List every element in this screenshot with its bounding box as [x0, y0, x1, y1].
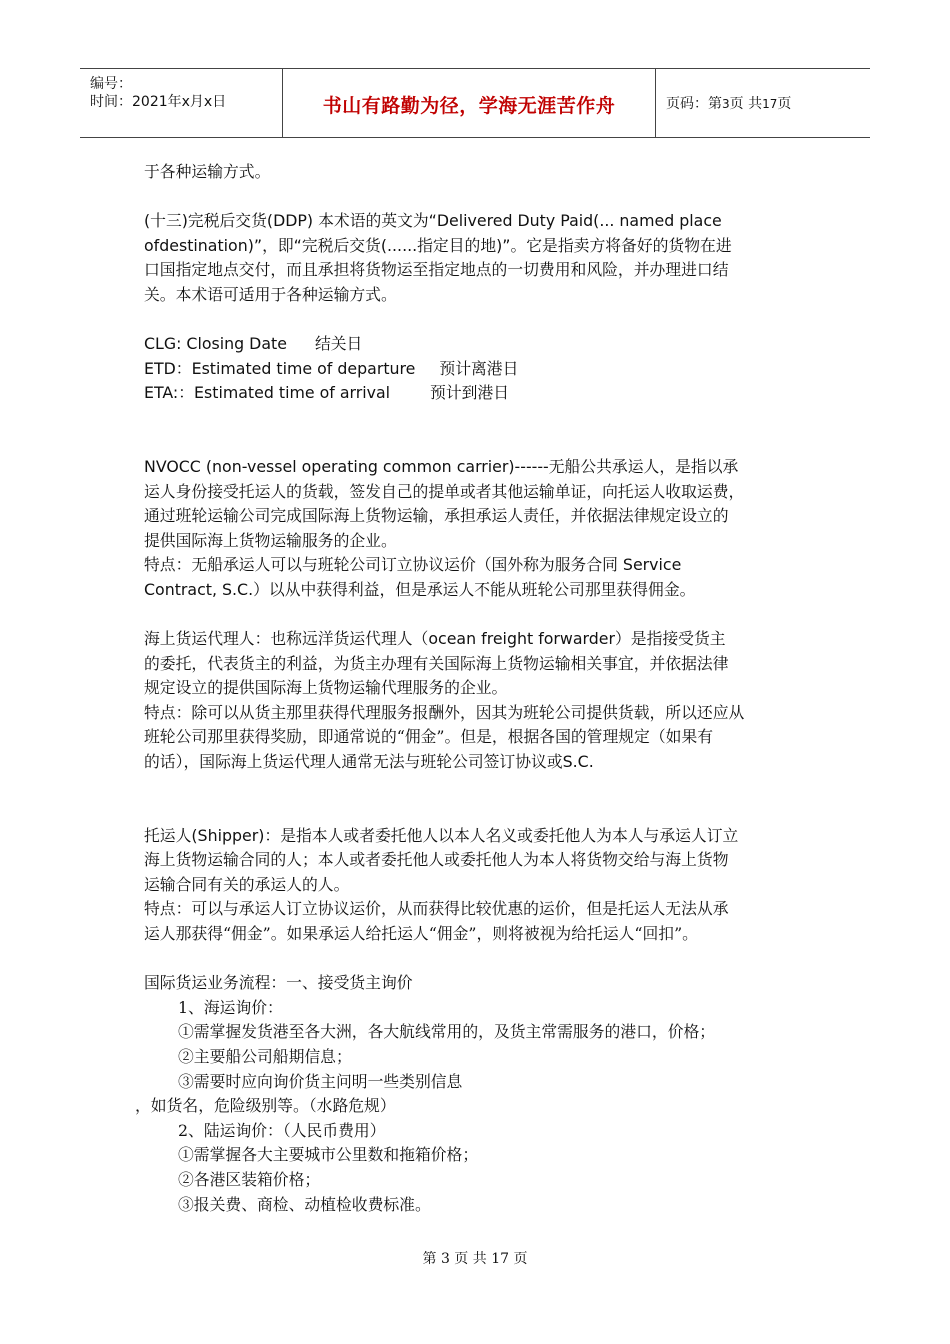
paragraph-line: 运输合同有关的承运人的人。 [144, 874, 350, 894]
paragraph-line: 的委托，代表货主的利益，为货主办理有关国际海上货物运输相关事宜，并依据法律 [144, 653, 729, 673]
page-total: 17 [762, 97, 778, 111]
paragraph-line: 规定设立的提供国际海上货物运输代理服务的企业。 [144, 678, 508, 698]
doc-number-label: 编号： [90, 76, 132, 92]
paragraph-line: Contract, S.C.）以从中获得利益，但是承运人不能从班轮公司那里获得佣金。 [144, 579, 696, 599]
page-footer: 第 3 页 共 17 页 [422, 1251, 528, 1267]
page-info [666, 93, 791, 113]
abbreviation-term: ETA:：Estimated time of arrival [144, 383, 391, 403]
abbreviation-meaning: 预计离港日 [439, 358, 519, 378]
paragraph-line: 的话），国际海上货运代理人通常无法与班轮公司签订协议或S.C. [144, 752, 594, 772]
header-page-cell [656, 69, 870, 137]
abbreviation-row [144, 332, 808, 357]
header-motto-cell [282, 69, 656, 137]
abbreviation-meaning: 预计到港日 [430, 383, 510, 403]
abbreviation-meaning: 结关日 [314, 334, 363, 354]
paragraph-line: 关。本术语可适用于各种运输方式。 [144, 284, 397, 304]
paragraph-line: 提供国际海上货物运输服务的企业。 [144, 530, 397, 550]
paragraph-line: 班轮公司那里获得奖励，即通常说的“佣金”。但是，根据各国的管理规定（如果有 [144, 727, 714, 747]
list-item: ②各港区装箱价格； [178, 1169, 321, 1189]
paragraph-line: 托运人(Shipper)：是指本人或者委托他人以本人名义或委托他人为本人与承运人订立 [144, 825, 739, 845]
list-item: ②主要船公司船期信息； [178, 1047, 352, 1066]
paragraph-line: 海上货物运输合同的人；本人或者委托他人或委托他人为本人将货物交给与海上货物 [144, 850, 729, 870]
list-item: ①需掌握发货港至各大洲，各大航线常用的，及货主常需服务的港口，价格； [178, 1022, 716, 1042]
list-item: 1、海运询价： [178, 997, 283, 1017]
paragraph-line: 运人身份接受托运人的货载，签发自己的提单或者其他运输单证，向托运人收取运费， [144, 481, 745, 501]
paragraph-line: 特点：可以与承运人订立协议运价，从而获得比较优惠的运价，但是托运人无法从承 [144, 899, 729, 919]
list-item: 2、陆运询价：（人民币费用） [178, 1120, 386, 1140]
page-current: 3 [722, 97, 730, 111]
section-heading: 国际货运业务流程：一、接受货主询价 [144, 973, 413, 993]
paragraph-line: NVOCC (non-vessel operating common carrier)------无船公共承运人，是指以承 [144, 456, 739, 476]
abbreviation-term: ETD：Estimated time of departure [144, 358, 416, 378]
list-item: ③报关费、商检、动植检收费标准。 [178, 1194, 431, 1214]
paragraph-line: (十三)完税后交货(DDP) 本术语的英文为“Delivered Duty Paid(... named place [144, 211, 722, 231]
list-item: ，如货名，危险级别等。（水路危规） [135, 1096, 396, 1116]
page-header [80, 68, 870, 138]
time-label: 时间：2021年x月x日 [90, 94, 227, 110]
paragraph-line: 口国指定地点交付，而且承担将货物运至指定地点的一切费用和风险，并办理进口结 [144, 260, 729, 280]
paragraph-line: 海上货运代理人：也称远洋货运代理人（ocean freight forwarder）是指接受货主 [144, 629, 726, 649]
abbreviation-term: CLG: Closing Date [144, 334, 287, 354]
header-info-cell [80, 69, 282, 137]
paragraph-line: ofdestination)”，即“完税后交货(......指定目的地)”。它是指卖方将备好的货物在进 [144, 235, 732, 255]
paragraph-line: 运人那获得“佣金”。如果承运人给托运人“佣金”，则将被视为给托运人“回扣”。 [144, 924, 698, 944]
document-body [135, 160, 808, 1217]
paragraph-line: 特点：除可以从货主那里获得代理服务报酬外，因其为班轮公司提供货载，所以还应从 [144, 702, 745, 722]
paragraph-line: 特点：无船承运人可以与班轮公司订立协议运价（国外称为服务合同 Service [144, 555, 682, 575]
page-label-middle: 页 共 [729, 96, 763, 112]
page-label-prefix: 页码：第 [666, 96, 722, 112]
list-item: ①需掌握各大主要城市公里数和拖箱价格； [178, 1145, 479, 1165]
abbreviation-row [144, 381, 808, 406]
abbreviation-row [144, 357, 808, 382]
motto: 书山有路勤为径，学海无涯苦作舟 [322, 95, 616, 117]
paragraph-line: 通过班轮运输公司完成国际海上货物运输，承担承运人责任，并依据法律规定设立的 [144, 506, 729, 526]
paragraph-line: 于各种运输方式。 [144, 162, 271, 181]
list-item: ③需要时应向询价货主问明一些类别信息 [178, 1071, 463, 1091]
page-label-suffix: 页 [777, 96, 792, 112]
